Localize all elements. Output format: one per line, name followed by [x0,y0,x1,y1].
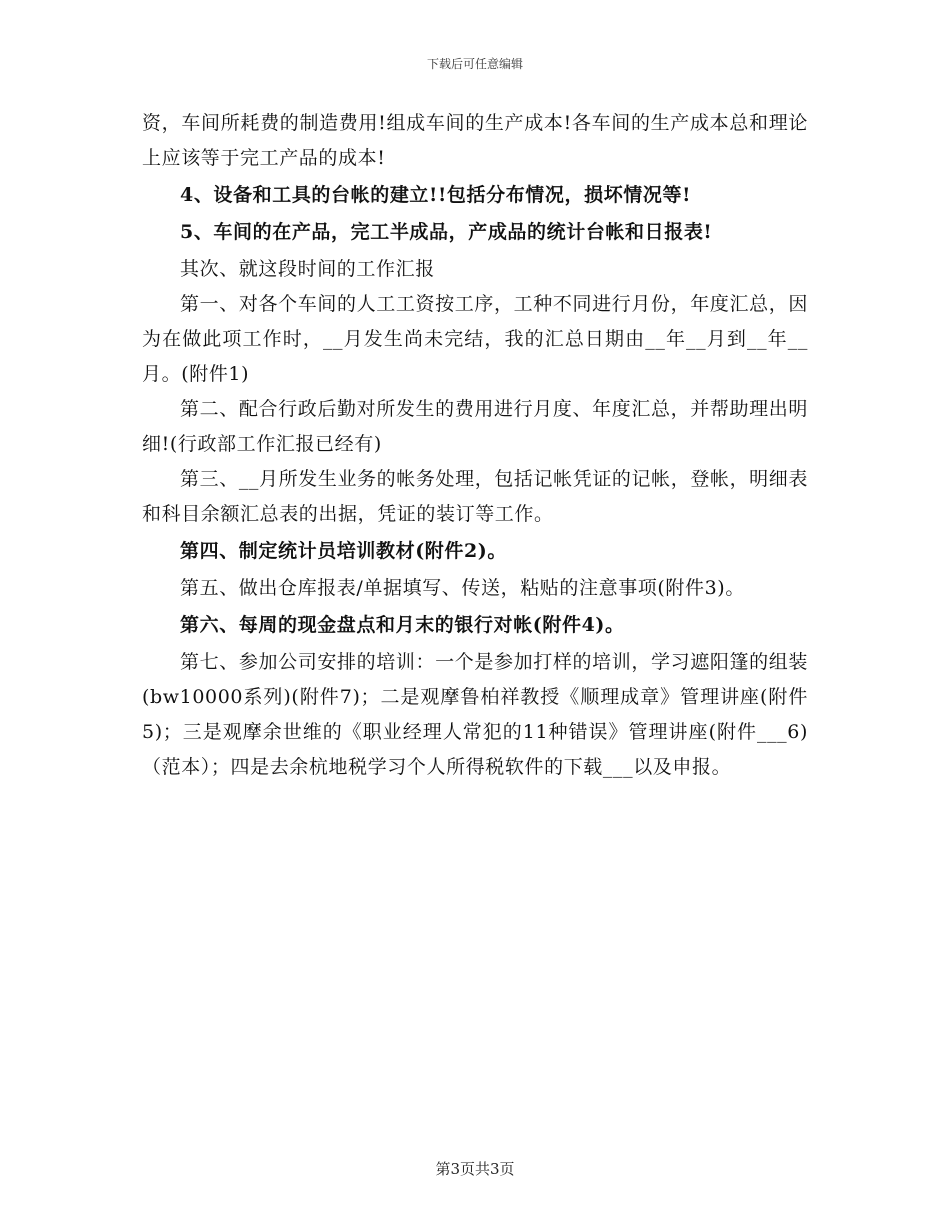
paragraph-fifth: 第五、做出仓库报表/单据填写、传送，粘贴的注意事项(附件3)。 [180,577,745,599]
page-footer: 第3页共3页 [435,1160,515,1178]
paragraph-fourth: 第四、制定统计员培训教材(附件2)。 [180,540,508,562]
paragraph-second: 第二、配合行政后勤对所发生的费用进行月度、年度汇总，并帮助理出明细!(行政部工作汇报已经有) [142,398,808,455]
paragraph-first: 第一、对各个车间的人工工资按工序，工种不同进行月份，年度汇总，因为在做此项工作时，__月发生尚未完结，我的汇总日期由__年__月到__年__月。(附件1) [142,293,808,385]
paragraph-item-4: 4、设备和工具的台帐的建立!!包括分布情况，损坏情况等! [180,184,692,206]
document-body [142,106,808,785]
paragraph-sixth: 第六、每周的现金盘点和月末的银行对帐(附件4)。 [180,614,625,636]
paragraph-seventh: 第七、参加公司安排的培训：一个是参加打样的培训，学习遮阳篷的组装(bw10000系列)(附件7)；二是观摩鲁柏祥教授《顺理成章》管理讲座(附件5)；三是观摩余世维的《职业经理人常犯的11种错误》管理讲座(附件___6)（范本）；四是去余杭地税学习个人所得税软件的下载___以及申报。 [142,651,808,778]
page-header: 下载后可任意编辑 [426,57,523,71]
paragraph-item-5: 5、车间的在产品，完工半成品，产成品的统计台帐和日报表! [180,221,713,243]
paragraph-third: 第三、__月所发生业务的帐务处理，包括记帐凭证的记帐，登帐，明细表和科目余额汇总表的出据，凭证的装订等工作。 [142,468,808,525]
paragraph-continuation: 资，车间所耗费的制造费用!组成车间的生产成本!各车间的生产成本总和理论上应该等于完工产品的成本! [142,112,808,169]
paragraph-section-heading: 其次、就这段时间的工作汇报 [180,258,435,280]
